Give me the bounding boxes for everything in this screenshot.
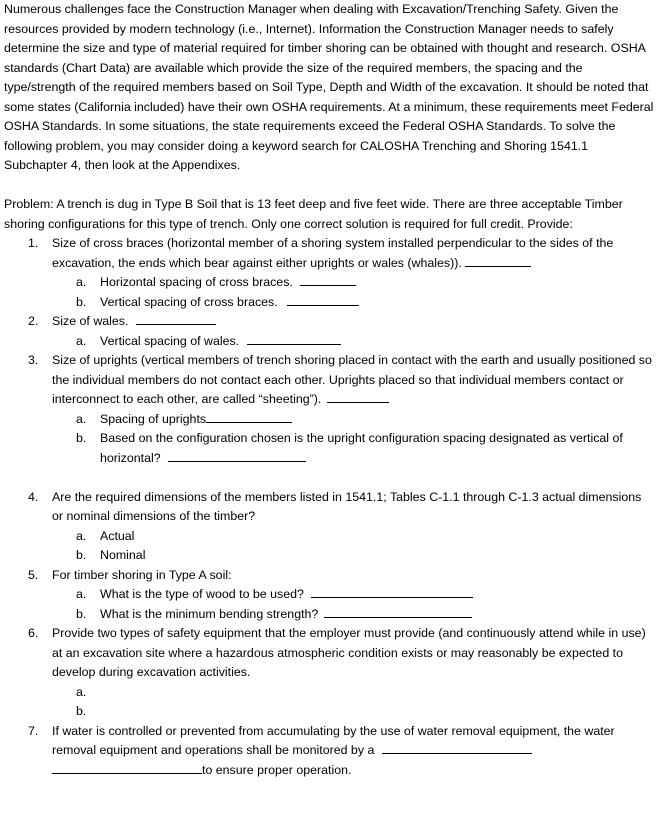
sub-letter: a.: [76, 275, 87, 289]
answer-blank[interactable]: [136, 312, 216, 325]
sub-letter: a.: [76, 333, 87, 348]
answer-blank[interactable]: [300, 273, 356, 286]
question-number: 4.: [28, 489, 39, 504]
answer-blank[interactable]: [311, 585, 473, 598]
question-3: [4, 351, 654, 410]
answer-blank[interactable]: [382, 741, 532, 754]
sub-text: What is the type of wood to be used?: [100, 587, 304, 601]
problem-statement: Problem: A trench is dug in Type B Soil that is 13 feet deep and five feet wide. There are three acceptable Timber shoring configurations for this type of trench. Only one correct solution is required for full credit. Provide:: [4, 197, 623, 231]
question-6a: [4, 683, 654, 703]
question-2a: [4, 332, 654, 352]
sub-text: Spacing of uprights: [100, 411, 207, 426]
question-number: 1.: [28, 236, 39, 250]
answer-space[interactable]: [100, 685, 103, 699]
answer-blank[interactable]: [247, 332, 341, 345]
sub-text: Based on the configuration chosen is the upright configuration spacing designated as vertical of horizontal?: [100, 431, 623, 465]
question-text: Provide two types of safety equipment that the employer must provide (and continuously attend while in use) at an excavation site where a hazardous atmospheric condition exists or may reasonably be expected to develop during excavation activities.: [52, 626, 646, 679]
sub-text: Vertical spacing of wales.: [100, 333, 240, 348]
question-text: For timber shoring in Type A soil:: [52, 567, 232, 582]
option-actual[interactable]: Actual: [100, 528, 135, 543]
question-text: Size of cross braces (horizontal member of a shoring system installed perpendicular to the sides of the excavation, the ends which bear against either uprights or wales (whales)).: [52, 236, 614, 270]
sub-letter: a.: [76, 587, 87, 601]
question-4b: [4, 546, 654, 566]
answer-blank[interactable]: [168, 449, 306, 462]
question-number: 7.: [28, 723, 39, 738]
question-5: [4, 566, 654, 586]
question-4a: [4, 527, 654, 547]
intro-paragraph: Numerous challenges face the Construction Manager when dealing with Excavation/Trenching Safety. Given the resources provided by modern technology (i.e., Internet). Information the Construction Manager needs to safely determine the size and type of material required for timber shoring can be obtained with thought and research. OSHA standards (Chart Data) are available which provide the size of the required members, the spacing and the type/strength of the required members based on Soil Type, Depth and Width of the excavation. It should be noted that some states (California included) have their own OSHA requirements. At a minimum, these requirements meet Federal OSHA Standards. In some situations, the state requirements exceed the Federal OSHA Standards. To solve the following problem, you may consider doing a keyword search for CALOSHA Trenching and Shoring 1541.1 Subchapter 4, then look at the Appendixes.: [4, 2, 654, 172]
sub-text: What is the minimum bending strength?: [100, 606, 319, 621]
sub-text: Horizontal spacing of cross braces.: [100, 275, 293, 289]
document-page: [4, 0, 654, 780]
answer-blank[interactable]: [327, 390, 389, 403]
question-6b: [4, 702, 654, 722]
answer-blank-continued[interactable]: [52, 761, 202, 774]
question-5b: [4, 605, 654, 625]
sub-letter: b.: [76, 704, 87, 718]
sub-letter: b.: [76, 606, 87, 621]
spacer: [4, 468, 654, 488]
question-text: Size of uprights (vertical members of trench shoring placed in contact with the earth and usually positioned so the individual members do not contact each other. Uprights placed so that individual members contact or interconnect to each other, are called “sheeting”).: [52, 353, 652, 406]
question-3a: [4, 410, 654, 430]
sub-letter: a.: [76, 684, 87, 699]
answer-blank[interactable]: [465, 254, 531, 267]
question-3b: [4, 429, 654, 468]
sub-text: Vertical spacing of cross braces.: [100, 294, 278, 309]
question-4: [4, 488, 654, 527]
question-1b: [4, 293, 654, 313]
question-2: [4, 312, 654, 332]
question-text: Size of wales.: [52, 314, 129, 328]
sub-letter: b.: [76, 548, 87, 562]
question-5a: [4, 585, 654, 605]
sub-letter: a.: [76, 411, 87, 426]
question-text: If water is controlled or prevented from accumulating by the use of water removal equipment, the water removal equipment and operations shall be monitored by a: [52, 723, 615, 757]
question-number: 6.: [28, 626, 39, 640]
sub-letter: a.: [76, 528, 87, 543]
question-1: [4, 234, 654, 273]
question-7: [4, 722, 654, 781]
answer-blank[interactable]: [324, 605, 472, 618]
sub-letter: b.: [76, 294, 87, 309]
option-nominal[interactable]: Nominal: [100, 548, 146, 562]
question-number: 3.: [28, 353, 39, 367]
question-6: [4, 624, 654, 683]
question-1a: [4, 273, 654, 293]
sub-letter: b.: [76, 431, 87, 445]
question-number: 2.: [28, 314, 39, 328]
answer-space[interactable]: [100, 704, 103, 718]
question-text-end: to ensure proper operation.: [202, 762, 352, 777]
question-number: 5.: [28, 567, 39, 582]
answer-blank[interactable]: [206, 410, 292, 423]
question-text: Are the required dimensions of the members listed in 1541.1; Tables C-1.1 through C-1.3 actual dimensions or nominal dimensions of the timber?: [52, 489, 642, 523]
answer-blank[interactable]: [287, 293, 359, 306]
